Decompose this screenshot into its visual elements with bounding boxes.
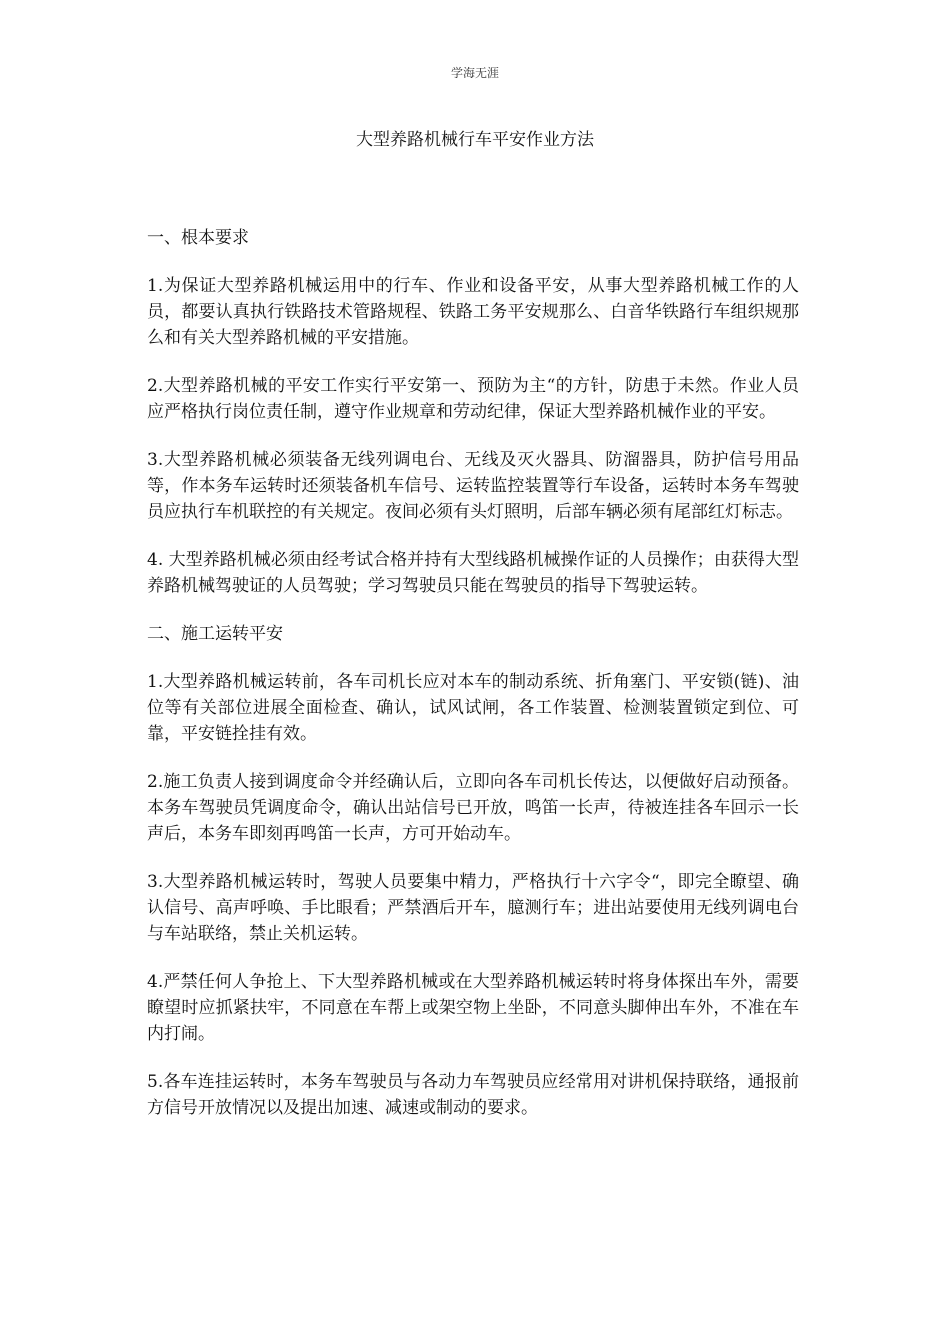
paragraph: 1.大型养路机械运转前，各车司机长应对本车的制动系统、折角塞门、平安锁(链)、油位等有关部位进展全面检查、确认，试风试闸，各工作装置、检测装置锁定到位、可靠，平安链拴挂有效。 xyxy=(147,672,799,744)
document-title: 大型养路机械行车平安作业方法 xyxy=(356,130,594,150)
paragraph: 2.施工负责人接到调度命令并经确认后，立即向各车司机长传达，以便做好启动预备。本务车驾驶员凭调度命令，确认出站信号已开放，鸣笛一长声，待被连挂各车回示一长声后，本务车即刻再鸣笛一长声，方可开始动车。 xyxy=(147,772,799,844)
section-basic-requirements xyxy=(147,225,799,599)
paragraph: 3.大型养路机械运转时，驾驶人员要集中精力，严格执行十六字令“，即完全瞭望、确认信号、高声呼唤、手比眼看；严禁酒后开车，臆测行车；进出站要使用无线列调电台与车站联络，禁止关机运转。 xyxy=(147,872,799,944)
paragraph: 4. 大型养路机械必须由经考试合格并持有大型线路机械操作证的人员操作；由获得大型养路机械驾驶证的人员驾驶；学习驾驶员只能在驾驶员的指导下驾驶运转。 xyxy=(147,550,799,596)
paragraph: 4.严禁任何人争抢上、下大型养路机械或在大型养路机械运转时将身体探出车外，需要瞭望时应抓紧扶牢，不同意在车帮上或架空物上坐卧，不同意头脚伸出车外，不准在车内打闹。 xyxy=(147,972,799,1044)
document-body xyxy=(147,225,799,1143)
paragraph: 1.为保证大型养路机械运用中的行车、作业和设备平安，从事大型养路机械工作的人员，都要认真执行铁路技术管路规程、铁路工务平安规那么、白音华铁路行车组织规那么和有关大型养路机械的平安措施。 xyxy=(147,276,799,348)
paragraph: 3.大型养路机械必须装备无线列调电台、无线及灭火器具、防溜器具，防护信号用品等，作本务车运转时还须装备机车信号、运转监控装置等行车设备，运转时本务车驾驶员应执行车机联控的有关规定。夜间必须有头灯照明，后部车辆必须有尾部红灯标志。 xyxy=(147,450,799,522)
paragraph: 5.各车连挂运转时，本务车驾驶员与各动力车驾驶员应经常用对讲机保持联络，通报前方信号开放情况以及提出加速、减速或制动的要求。 xyxy=(147,1072,799,1118)
paragraph: 2.大型养路机械的平安工作实行平安第一、预防为主“的方针，防患于未然。作业人员应严格执行岗位责任制，遵守作业规章和劳动纪律，保证大型养路机械作业的平安。 xyxy=(147,376,799,422)
page-header: 学海无涯 xyxy=(450,66,499,80)
section-heading: 二、施工运转平安 xyxy=(147,624,283,644)
section-construction-operation-safety xyxy=(147,621,799,1121)
section-heading: 一、根本要求 xyxy=(147,228,249,248)
